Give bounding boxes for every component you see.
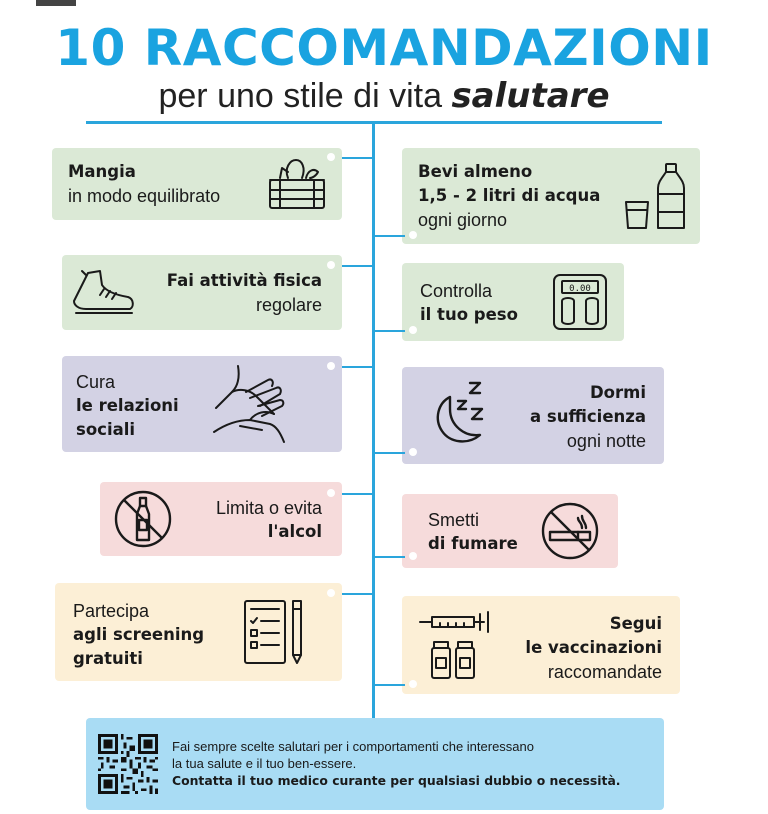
scale-readout: 0.00 (569, 284, 591, 294)
footer-line-3: Contatta il tuo medico curante per qualsiasi dubbio o necessità. (172, 773, 621, 788)
connector-alcohol (342, 493, 372, 495)
card-screening (55, 583, 342, 681)
sleep-bold-2: a sufficienza (530, 407, 646, 426)
connector-eat (342, 157, 372, 159)
connector-weight (375, 330, 405, 332)
exercise-bold: Fai attività fisica (166, 271, 322, 290)
bathroom-scale-icon (550, 271, 610, 333)
eat-bold: Mangia (68, 162, 136, 181)
drink-bold-1: Bevi almeno (418, 162, 533, 181)
relations-normal: Cura (76, 372, 116, 392)
card-sleep (402, 367, 664, 464)
drink-bold-2: 1,5 - 2 litri di acqua (418, 186, 601, 205)
card-alcohol (100, 482, 342, 556)
card-eat (52, 148, 342, 220)
footer-info-box (86, 718, 664, 810)
subtitle-emphasis: salutare (451, 76, 610, 116)
connector-dot-sleep (409, 448, 417, 456)
vaccines-bold-2: le vaccinazioni (525, 638, 662, 657)
connector-dot-screening (327, 589, 335, 597)
vaccines-normal: raccomandate (547, 662, 662, 682)
connector-exercise (342, 265, 372, 267)
sleep-bold-1: Dormi (589, 383, 646, 402)
page-title: 10 RACCOMANDAZIONI (55, 19, 713, 77)
connector-dot-weight (409, 326, 417, 334)
card-exercise (62, 255, 342, 330)
card-relations (62, 356, 342, 452)
smoking-normal: Smetti (428, 510, 480, 530)
subtitle-prefix: per uno stile di vita (158, 77, 442, 115)
connector-dot-relations (327, 362, 335, 370)
screening-bold-2: gratuiti (73, 649, 143, 668)
no-alcohol-icon (112, 488, 174, 550)
connector-sleep (375, 452, 405, 454)
eat-normal: in modo equilibrato (68, 186, 221, 206)
connector-screening (342, 593, 372, 595)
holding-hands-icon (210, 362, 294, 446)
card-drink (402, 148, 700, 244)
top-edge-mark (36, 0, 76, 6)
smoking-bold: di fumare (428, 534, 518, 553)
relations-bold-1: le relazioni (76, 396, 179, 415)
footer-line-1: Fai sempre scelte salutari per i comportamenti che interessano (172, 739, 534, 754)
page-subtitle (0, 76, 768, 116)
connector-dot-exercise (327, 261, 335, 269)
vegetable-crate-icon (266, 154, 328, 214)
weight-normal: Controlla (420, 281, 493, 301)
connector-dot-alcohol (327, 489, 335, 497)
card-weight (402, 263, 624, 341)
syringe-vials-icon (418, 606, 500, 682)
vaccines-bold-1: Segui (609, 614, 662, 633)
water-bottle-glass-icon (622, 160, 686, 234)
alcohol-normal: Limita o evita (215, 498, 322, 518)
screening-normal: Partecipa (73, 601, 150, 621)
timeline-spine (372, 122, 375, 722)
card-vaccines (402, 596, 680, 694)
running-shoe-icon (72, 267, 136, 321)
checklist-pencil-icon (241, 597, 309, 667)
connector-dot-eat (327, 153, 335, 161)
drink-normal: ogni giorno (418, 210, 508, 230)
connector-dot-drink (409, 231, 417, 239)
connector-vaccines (375, 684, 405, 686)
connector-drink (375, 235, 405, 237)
relations-bold-2: sociali (76, 420, 136, 439)
alcohol-bold: l'alcol (267, 522, 322, 541)
exercise-normal: regolare (255, 295, 322, 315)
connector-dot-smoking (409, 552, 417, 560)
connector-smoking (375, 556, 405, 558)
sleep-normal: ogni notte (566, 431, 646, 451)
weight-bold: il tuo peso (420, 305, 518, 324)
connector-dot-vaccines (409, 680, 417, 688)
screening-bold-1: agli screening (73, 625, 205, 644)
footer-line-2: la tua salute e il tuo ben-essere. (172, 756, 357, 771)
qr-code-icon[interactable] (98, 734, 158, 794)
moon-zzz-icon (424, 375, 498, 449)
connector-relations (342, 366, 372, 368)
card-smoking (402, 494, 618, 568)
no-smoking-icon (538, 500, 602, 562)
footer-text (172, 738, 652, 789)
